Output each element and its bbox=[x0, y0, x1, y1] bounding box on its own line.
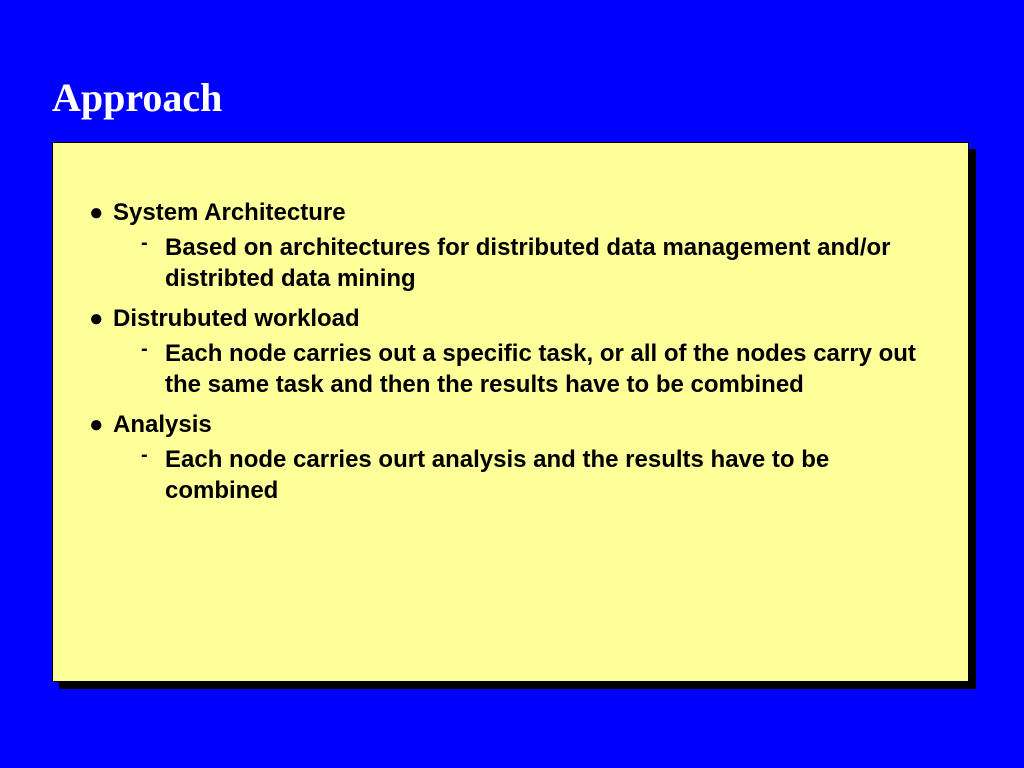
slide-title: Approach bbox=[52, 75, 223, 120]
bullet-dot-icon: ● bbox=[89, 305, 104, 332]
bullet-label: Distrubuted workload bbox=[113, 305, 360, 332]
sub-bullet-text: Each node carries out a specific task, or all of the nodes carry out the same task and then the results have to be combined bbox=[165, 340, 916, 398]
sub-list bbox=[89, 232, 949, 294]
sub-list bbox=[89, 444, 949, 506]
sub-bullet-item bbox=[89, 232, 949, 294]
sub-bullet-item bbox=[89, 338, 949, 400]
bullet-item-distributed-workload bbox=[89, 303, 949, 400]
bullet-item-system-architecture bbox=[89, 197, 949, 294]
dash-icon: - bbox=[141, 338, 148, 360]
sub-list bbox=[89, 338, 949, 400]
dash-icon: - bbox=[141, 232, 148, 254]
bullet-item-analysis bbox=[89, 409, 949, 506]
bullet-dot-icon: ● bbox=[89, 411, 104, 438]
sub-bullet-item bbox=[89, 444, 949, 506]
bullet-label: Analysis bbox=[113, 411, 212, 438]
bullet-list bbox=[89, 197, 949, 515]
bullet-dot-icon: ● bbox=[89, 199, 104, 226]
content-panel bbox=[52, 142, 969, 682]
bullet-label: System Architecture bbox=[113, 199, 346, 226]
dash-icon: - bbox=[141, 444, 148, 466]
sub-bullet-text: Each node carries ourt analysis and the results have to be combined bbox=[165, 446, 830, 504]
sub-bullet-text: Based on architectures for distributed data management and/or distribted data mining bbox=[165, 234, 891, 292]
